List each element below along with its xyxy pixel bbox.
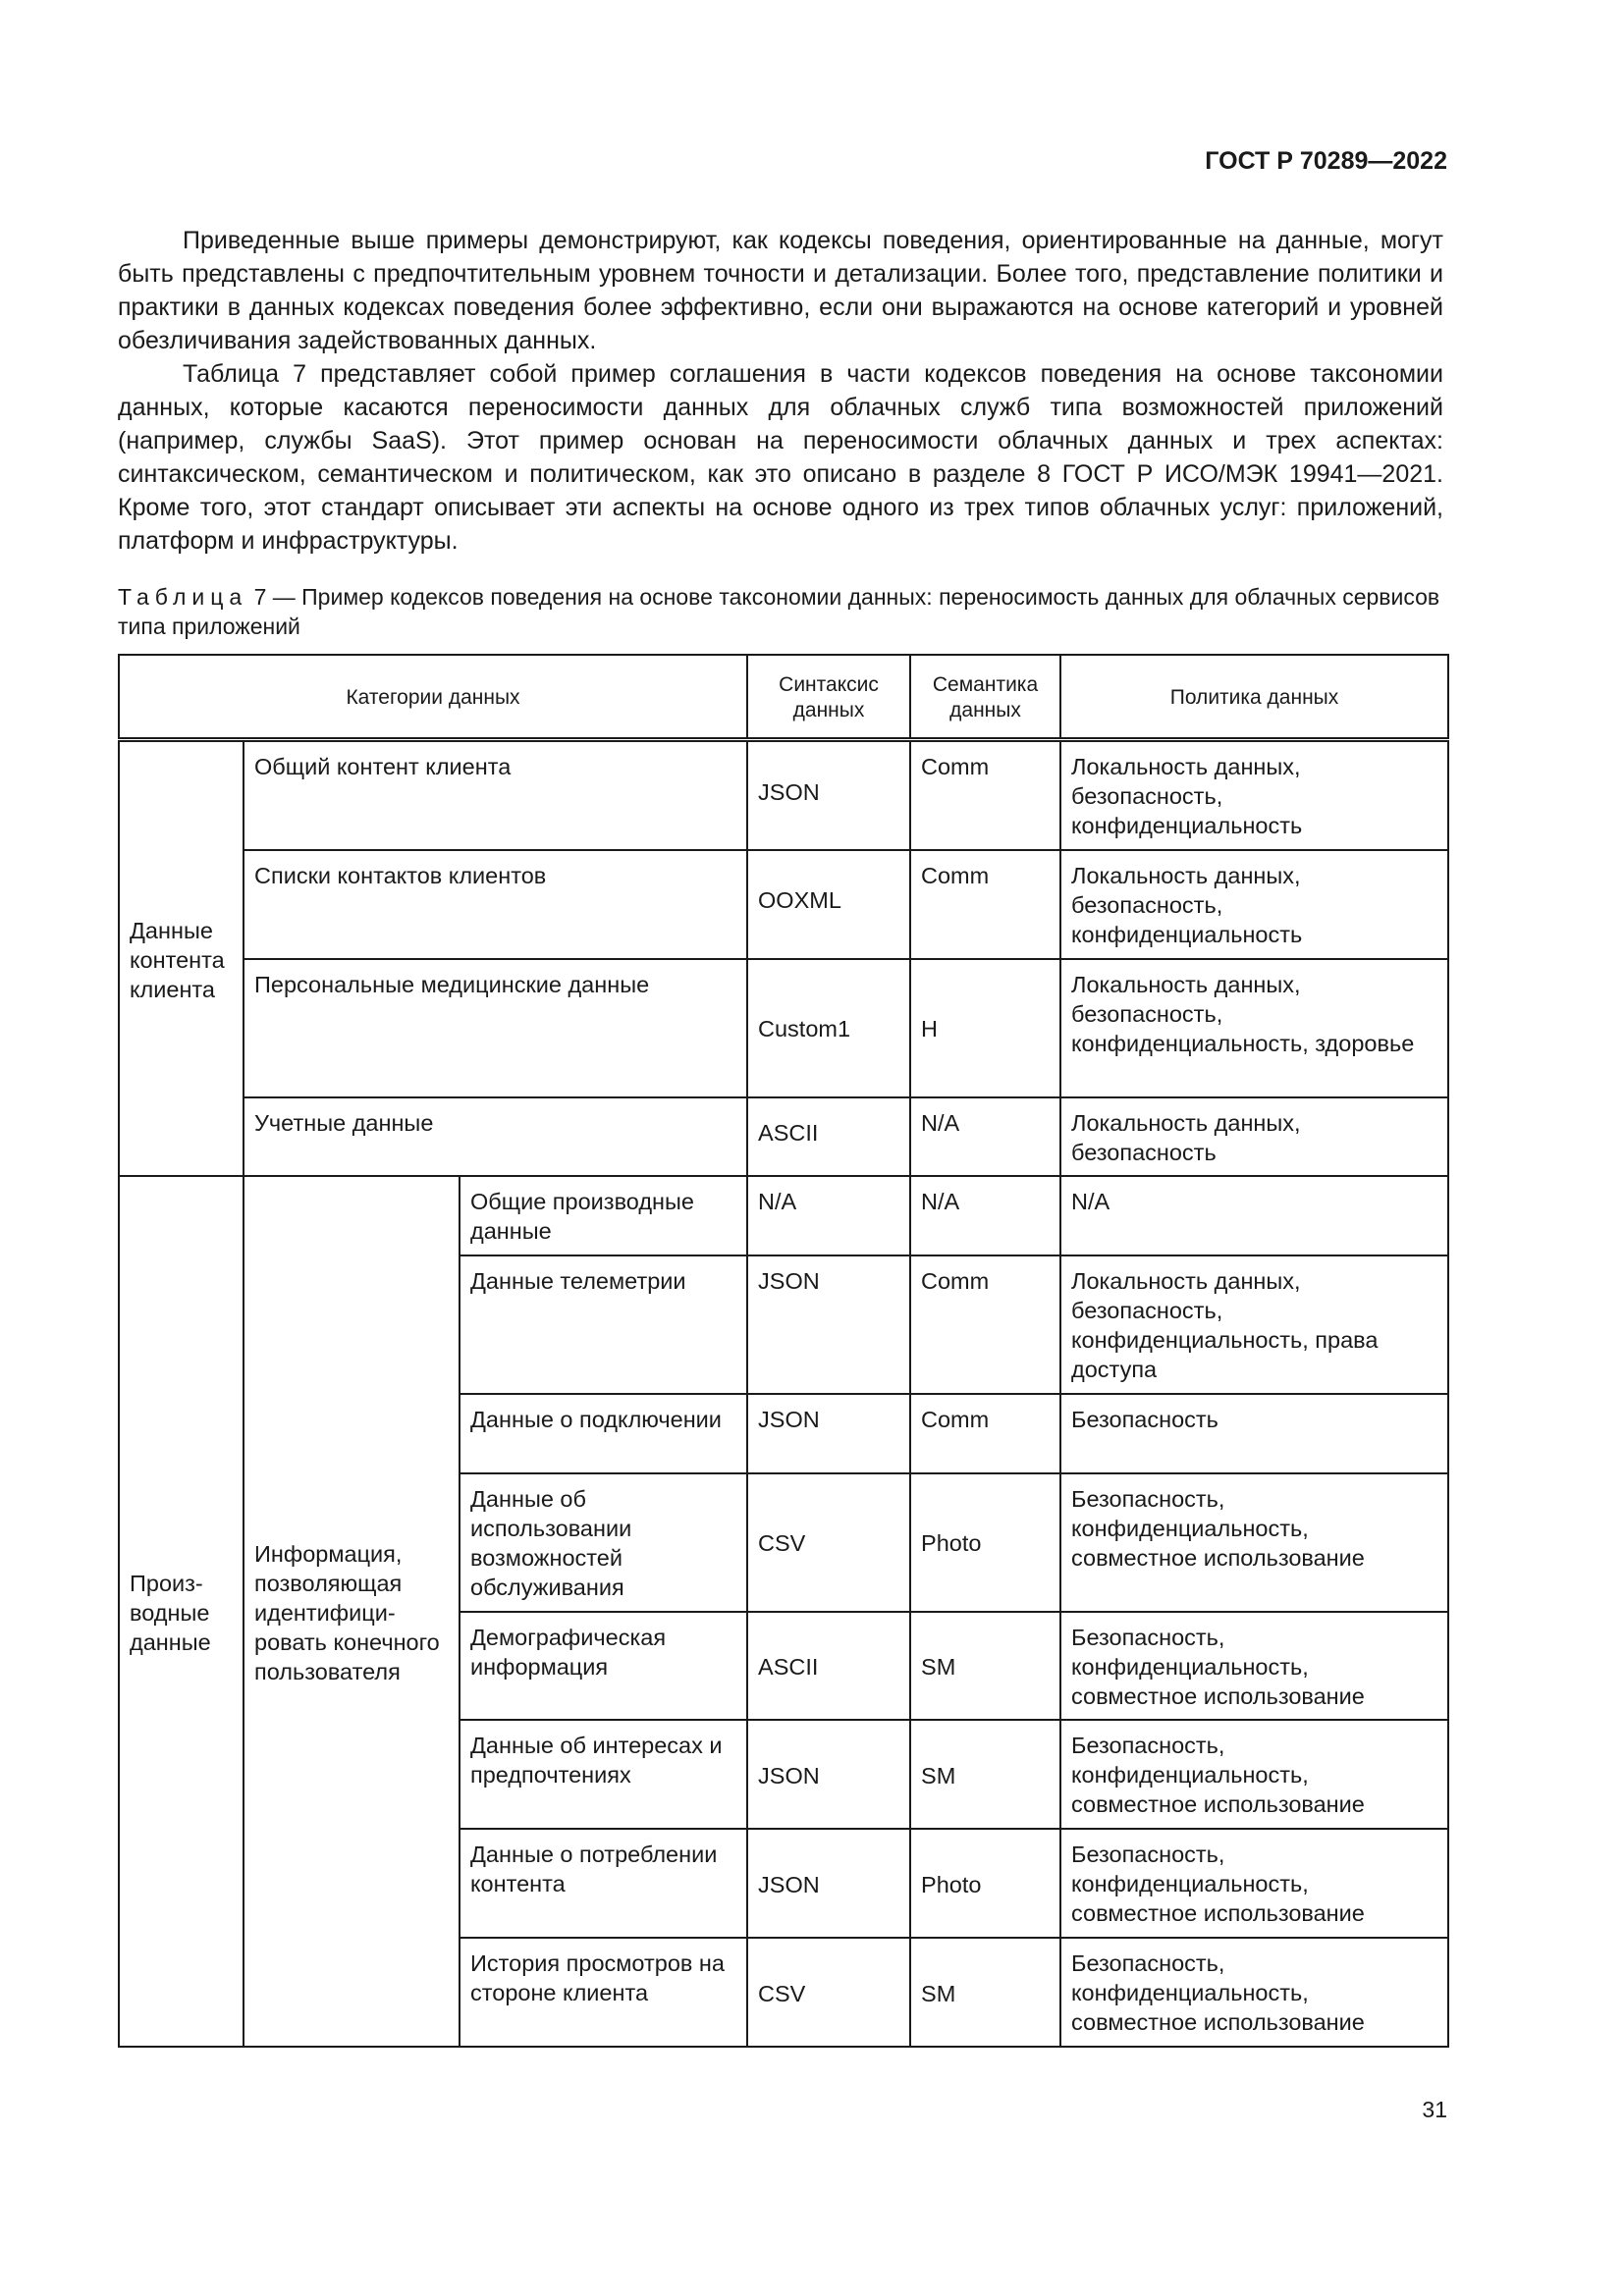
cell-semantics: N/A <box>910 1097 1060 1177</box>
cell-policy: Безопасность, конфиденциальность, совместное использование <box>1060 1612 1448 1721</box>
cell-syntax: CSV <box>747 1473 910 1612</box>
table-caption-label: Таблица <box>118 584 248 610</box>
cell-category: Общие производные данные <box>460 1176 747 1255</box>
paragraph: Таблица 7 представляет собой пример соглашения в части кодексов поведения на основе таксономии данных, которые касаются переносимости данных для облачных служб типа возможностей приложений (например, службы SaaS). Этот пример основан на переносимости облачных данных и трех аспектах: синтаксическом, семантическом и политическом, как это описано в разделе 8 ГОСТ Р ИСО/МЭК 19941—2021. Кроме того, этот стандарт описывает эти аспекты на основе одного из трех типов облачных услуг: приложений, платформ и инфраструктуры. <box>118 360 1443 555</box>
cell-policy: Безопасность <box>1060 1394 1448 1473</box>
cell-semantics: N/A <box>910 1176 1060 1255</box>
header-categories: Категории данных <box>119 655 747 740</box>
cell-syntax: JSON <box>747 1720 910 1829</box>
table-row <box>119 850 1448 959</box>
table-header-row <box>119 655 1448 740</box>
cell-semantics: H <box>910 959 1060 1097</box>
cell-syntax: OOXML <box>747 850 910 959</box>
cell-syntax: CSV <box>747 1938 910 2047</box>
table-row <box>119 740 1448 850</box>
cell-semantics: Comm <box>910 740 1060 850</box>
cell-semantics: SM <box>910 1938 1060 2047</box>
cell-semantics: SM <box>910 1612 1060 1721</box>
table-row <box>119 1097 1448 1177</box>
cell-policy: Локальность данных, безопасность, конфиденциальность, права доступа <box>1060 1255 1448 1394</box>
header-syntax: Синтаксис данных <box>747 655 910 740</box>
cell-syntax: ASCII <box>747 1612 910 1721</box>
cell-semantics: Comm <box>910 1255 1060 1394</box>
cell-syntax: Custom1 <box>747 959 910 1097</box>
cell-policy: Безопасность, конфиденциальность, совместное использование <box>1060 1938 1448 2047</box>
cell-semantics: Photo <box>910 1473 1060 1612</box>
cell-category: Списки контактов клиентов <box>244 850 747 959</box>
table-row <box>119 959 1448 1097</box>
cell-category: Персональные медицинские данные <box>244 959 747 1097</box>
cell-syntax: JSON <box>747 1394 910 1473</box>
cell-category: Данные о подключении <box>460 1394 747 1473</box>
cell-policy: Безопасность, конфиденциальность, совместное использование <box>1060 1720 1448 1829</box>
cell-syntax: N/A <box>747 1176 910 1255</box>
cell-category: Общий контент клиента <box>244 740 747 850</box>
cell-category: Учетные данные <box>244 1097 747 1177</box>
cell-policy: N/A <box>1060 1176 1448 1255</box>
cell-syntax: JSON <box>747 1255 910 1394</box>
cell-policy: Локальность данных, безопасность, конфиденциальность, здоровье <box>1060 959 1448 1097</box>
header-semantics: Семантика данных <box>910 655 1060 740</box>
table-caption-text: 7 — Пример кодексов поведения на основе таксономии данных: переносимость данных для облачных сервисов типа приложений <box>118 584 1440 639</box>
group-client-content: Данные контента клиента <box>119 740 244 1177</box>
cell-semantics: Photo <box>910 1829 1060 1938</box>
cell-syntax: ASCII <box>747 1097 910 1177</box>
cell-syntax: JSON <box>747 740 910 850</box>
header-policy: Политика данных <box>1060 655 1448 740</box>
body-text <box>118 224 1443 558</box>
cell-semantics: Comm <box>910 850 1060 959</box>
cell-semantics: SM <box>910 1720 1060 1829</box>
document-id: ГОСТ Р 70289—2022 <box>1205 147 1447 175</box>
cell-category: Демографическая информация <box>460 1612 747 1721</box>
table-caption <box>118 582 1447 641</box>
cell-category: Данные о потреблении контента <box>460 1829 747 1938</box>
paragraph: Приведенные выше примеры демонстрируют, как кодексы поведения, ориентированные на данные, могут быть представлены с предпочтительным уровнем точности и детализации. Более того, представление политики и практики в данных кодексах поведения более эффективно, если они выражаются на основе категорий и уровней обезличивания задействованных данных. <box>118 227 1443 354</box>
cell-policy: Безопасность, конфиденциальность, совместное использование <box>1060 1829 1448 1938</box>
cell-semantics: Comm <box>910 1394 1060 1473</box>
cell-category: Данные телеметрии <box>460 1255 747 1394</box>
cell-syntax: JSON <box>747 1829 910 1938</box>
cell-category: Данные об интересах и предпочтениях <box>460 1720 747 1829</box>
cell-policy: Локальность данных, безопасность, конфиденциальность <box>1060 850 1448 959</box>
group-derived-sub: Информация, позволяющая идентифици-ровать конечного пользователя <box>244 1176 460 2047</box>
data-table <box>118 654 1449 2048</box>
table-row <box>119 1176 1448 1255</box>
cell-policy: Локальность данных, безопасность, конфиденциальность <box>1060 740 1448 850</box>
cell-category: История просмотров на стороне клиента <box>460 1938 747 2047</box>
cell-policy: Локальность данных, безопасность <box>1060 1097 1448 1177</box>
group-derived: Произ-водные данные <box>119 1176 244 2047</box>
page-number: 31 <box>1422 2097 1447 2122</box>
cell-policy: Безопасность, конфиденциальность, совместное использование <box>1060 1473 1448 1612</box>
cell-category: Данные об использовании возможностей обслуживания <box>460 1473 747 1612</box>
